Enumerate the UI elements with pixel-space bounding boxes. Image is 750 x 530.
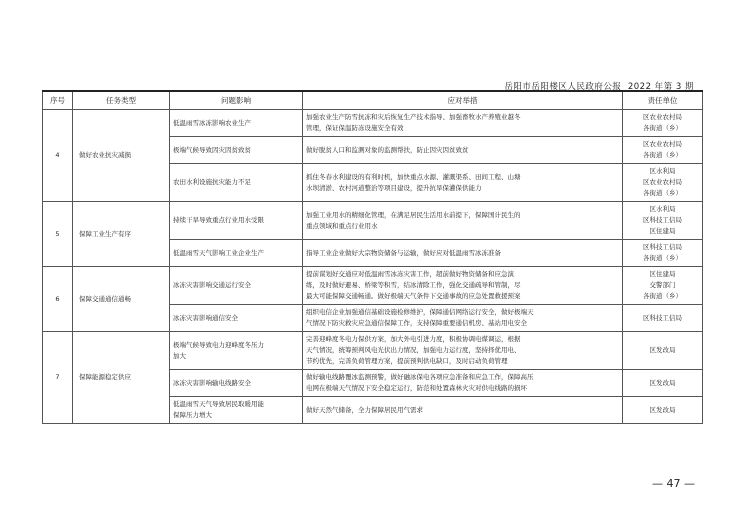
responsible-unit-cell-line: 各街道（乡） — [643, 124, 682, 132]
measures-cell-line: 天气情况，统筹预判风电光伏出力情况，加强电力运行度，坚持择优用电、 — [306, 346, 521, 354]
impact-cell-line: 低温雨雪天气导致居民取暖用能 — [173, 400, 264, 408]
measures-cell-line: 加强工业用水的精细化管理，在满足居民生活用水前提下，保障国计民生的 — [306, 210, 521, 219]
measures-cell-line: 管理，保证保温防冻设施安全有效 — [306, 124, 404, 132]
measures-cell-line: 水坝清淤、农村河道整治等项目建设，提升抗旱保灌保供能力 — [306, 183, 482, 192]
responsible-unit-cell-line: 区发改局 — [649, 378, 676, 387]
measures-cell-line: 指导工业企业做好大宗物资储备与运输，做好应对低温雨雪冰冻准备 — [306, 248, 501, 257]
impact-cell — [170, 110, 303, 137]
impact-cell — [170, 370, 303, 397]
responsible-unit-cell-line: 区科技工信局 — [643, 216, 682, 224]
responsible-unit-cell — [623, 267, 703, 305]
impact-cell-line: 低温雨雪冰冻影响农业生产 — [173, 118, 251, 127]
responsible-unit-cell-line: 区科技工信局 — [643, 243, 682, 251]
column-header-measures: 应对举措 — [303, 91, 623, 110]
table-row — [43, 110, 703, 137]
measures-cell-line: 电网在极端天气情况下安全稳定运行，防范和处置森林火灾对供电线路的损坏 — [306, 384, 527, 392]
measures-cell-line: 完善迎峰度冬电力保供方案，加大外电引进力度，积极协调电煤调运，根据 — [306, 335, 521, 343]
impact-cell-line: 低温雨雪天气影响工业企业生产 — [173, 248, 264, 257]
measures-cell-line: 节约优先，完善负荷管理方案，提前预判供电缺口，及时启动负荷管理 — [306, 357, 508, 365]
column-header-seq: 序号 — [43, 91, 73, 110]
seq-cell: 7 — [43, 332, 73, 424]
table-row — [43, 202, 703, 240]
impact-cell-line: 极端气候导致电力迎峰度冬压力 — [173, 340, 264, 349]
responsible-unit-cell-line: 区农业农村局 — [643, 178, 682, 186]
impact-cell — [170, 240, 303, 267]
measures-cell — [303, 397, 623, 424]
responsible-unit-cell — [623, 397, 703, 424]
responsible-unit-cell — [623, 202, 703, 240]
measures-cell-line: 加强农业生产防雪抗冻和灾后恢复生产技术指导、加强畜牧水产养殖业越冬 — [306, 113, 521, 121]
responsible-unit-cell-line: 各街道（乡） — [643, 292, 682, 300]
responsible-unit-cell — [623, 332, 703, 370]
responsible-unit-cell — [623, 110, 703, 137]
measures-cell — [303, 240, 623, 267]
responsible-unit-cell-line: 区发改局 — [649, 346, 676, 354]
seq-cell: 4 — [43, 110, 73, 202]
task-type-cell: 做好农业抗灾减损 — [73, 110, 170, 202]
responsible-unit-cell-line: 各街道（乡） — [643, 254, 682, 262]
column-header-responsible-unit: 责任单位 — [623, 91, 703, 110]
impact-cell-line: 持续干旱导致重点行业用水受限 — [173, 216, 264, 224]
task-type-cell: 保障交通通信通畅 — [73, 267, 170, 332]
measures-cell — [303, 305, 623, 332]
impact-cell-line: 保障压力增大 — [173, 411, 212, 419]
responsible-unit-cell-line: 各街道（乡） — [643, 151, 682, 159]
measures-cell-line: 抓住冬春水利建设的有利时机，加快重点水源、灌溉渠系、田间工程、山塘 — [306, 172, 521, 181]
responsible-unit-cell-line: 区住建局 — [649, 227, 676, 235]
impact-cell-line: 冰冻灾害影响通信安全 — [173, 313, 238, 322]
impact-cell — [170, 137, 303, 164]
issue-number: 2022 年第 3 期 — [627, 82, 694, 92]
responsible-unit-cell-line: 区农业农村局 — [643, 140, 682, 148]
measures-cell — [303, 370, 623, 397]
responsible-unit-cell — [623, 370, 703, 397]
responsible-unit-cell-line: 区农业农村局 — [643, 113, 682, 121]
measures-cell — [303, 110, 623, 137]
responsible-unit-cell — [623, 240, 703, 267]
measures-cell-line: 组织电信企业加强通信基础设施检修维护，保障通信网络运行安全，做好极端天 — [306, 308, 534, 316]
table-header-row — [43, 91, 703, 110]
responsible-unit-cell-line: 交警部门 — [649, 281, 676, 289]
column-header-impact: 问题影响 — [170, 91, 303, 110]
measures-cell-line: 练，及时做好避易、桥梁等积雪，结冰清除工作，强化交通疏导和管制，尽 — [306, 281, 521, 289]
measures-cell — [303, 164, 623, 202]
measures-cell-line: 提前谋划好交通应对低温雨雪冰冻灾害工作，超前做好物资储备和应急演 — [306, 270, 514, 278]
impact-cell-line: 农田水利设施抗灾能力不足 — [173, 178, 251, 186]
impact-cell-line: 冰冻灾害影响交通运行安全 — [173, 281, 251, 289]
measures-cell-line: 气情况下防灾救灾应急通信保障工作，支持保障重要通信机房、基站用电安全 — [306, 319, 527, 327]
measures-cell-line: 做好脱贫人口和监测对象的监测帮扶，防止因灾因贫致贫 — [306, 145, 469, 154]
impact-cell-line: 极端气候导致因灾因贫致贫 — [173, 145, 251, 154]
responsible-unit-cell — [623, 137, 703, 164]
impact-cell — [170, 202, 303, 240]
impact-cell — [170, 397, 303, 424]
measures-cell-line: 重点领域和重点行业用水 — [306, 221, 378, 230]
impact-cell — [170, 305, 303, 332]
measures-cell — [303, 202, 623, 240]
responsible-unit-cell — [623, 164, 703, 202]
responsible-unit-cell — [623, 305, 703, 332]
seq-cell: 6 — [43, 267, 73, 332]
task-type-cell: 保障能源稳定供应 — [73, 332, 170, 424]
table-row — [43, 332, 703, 370]
measures-cell-line: 做好输电线路覆冰监测预警，做好融冰保电各项应急准备和应急工作，保障高压 — [306, 373, 534, 381]
task-table — [42, 90, 703, 424]
measures-cell — [303, 137, 623, 164]
impact-cell-line: 加大 — [173, 351, 186, 360]
page-number: — 47 — — [652, 477, 695, 490]
responsible-unit-cell-line: 各街道（乡） — [643, 189, 682, 197]
responsible-unit-cell-line: 区发改局 — [649, 405, 676, 414]
table-body — [43, 110, 703, 424]
impact-cell — [170, 332, 303, 370]
publication-title: 岳阳市岳阳楼区人民政府公报 — [504, 82, 622, 92]
impact-cell — [170, 164, 303, 202]
responsible-unit-cell-line: 区科技工信局 — [643, 313, 682, 322]
table-row — [43, 267, 703, 305]
measures-cell — [303, 332, 623, 370]
impact-cell — [170, 267, 303, 305]
measures-cell-line: 做好天然气储备，全力保障居民用气需求 — [306, 405, 423, 414]
measures-cell-line: 最大可能保障交通畅通。做好极端天气条件下交通事故的应急处置救援预案 — [306, 292, 521, 300]
responsible-unit-cell-line: 区住建局 — [649, 270, 676, 278]
responsible-unit-cell-line: 区水利局 — [649, 205, 676, 213]
seq-cell: 5 — [43, 202, 73, 267]
impact-cell-line: 冰冻灾害影响输电线路安全 — [173, 378, 251, 387]
column-header-task-type: 任务类型 — [73, 91, 170, 110]
measures-cell — [303, 267, 623, 305]
responsible-unit-cell-line: 区水利局 — [649, 167, 676, 175]
task-type-cell: 保障工业生产有序 — [73, 202, 170, 267]
